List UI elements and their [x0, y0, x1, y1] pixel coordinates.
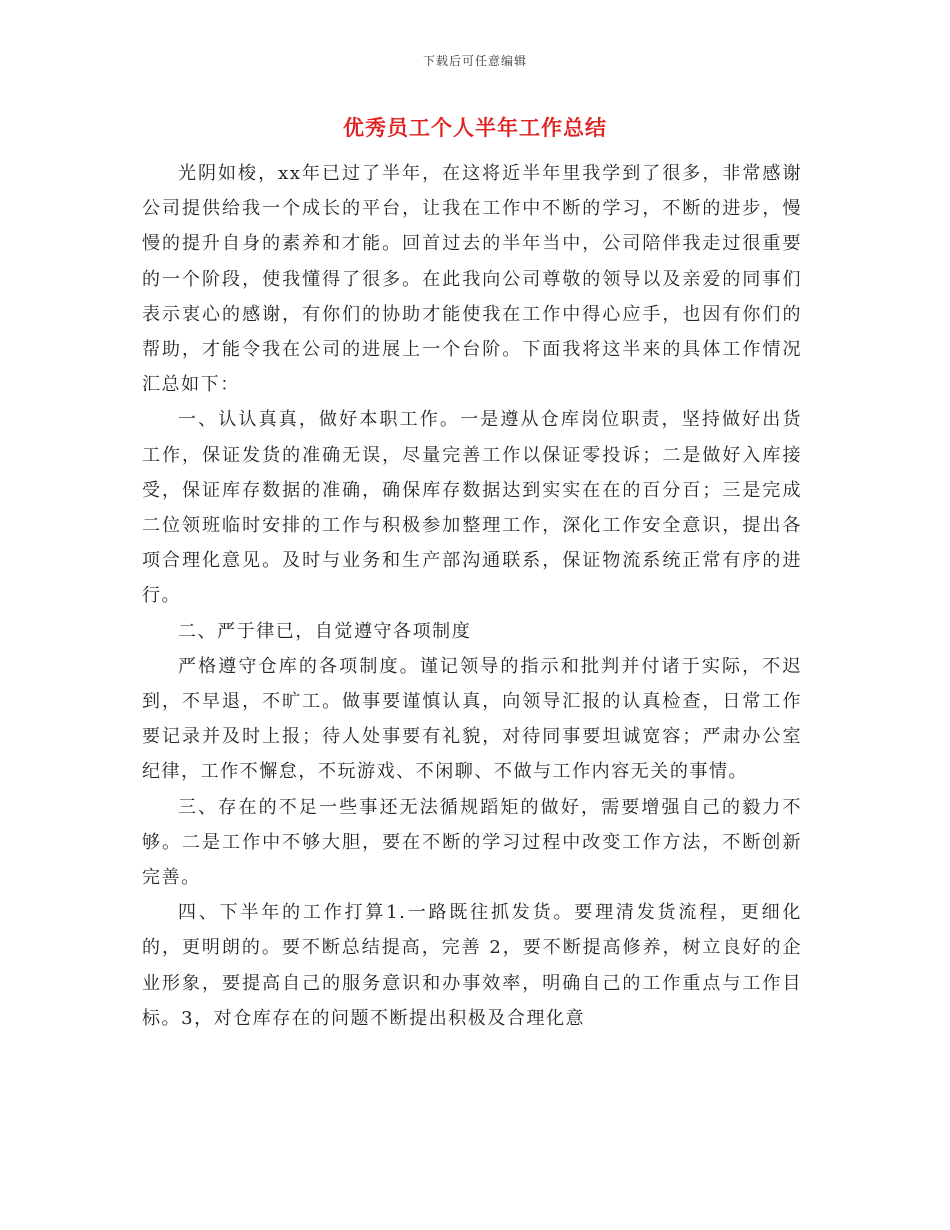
- header-note: 下载后可任意编辑: [422, 54, 527, 68]
- paragraph-section-2-body: 严格遵守仓库的各项制度。谨记领导的指示和批判并付诸于实际，不迟到，不早退，不旷工。做事要谨慎认真，向领导汇报的认真检查，日常工作要记录并及时上报；待人处事要有礼貌，对待同事要坦诚宽容；严肃办公室纪律，工作不懈怠，不玩游戏、不闲聊、不做与工作内容无关的事情。: [142, 655, 802, 783]
- paragraph-section-3: 三、存在的不足一些事还无法循规蹈矩的做好，需要增强自己的毅力不够。二是工作中不够大胆，要在不断的学习过程中改变工作方法，不断创新完善。: [142, 796, 802, 889]
- document-body: [142, 156, 802, 1036]
- paragraph-intro: 光阴如梭，xx年已过了半年，在这将近半年里我学到了很多，非常感谢公司提供给我一个成长的平台，让我在工作中不断的学习，不断的进步，慢慢的提升自身的素养和才能。回首过去的半年当中，公司陪伴我走过很重要的一个阶段，使我懂得了很多。在此我向公司尊敬的领导以及亲爱的同事们表示衷心的感谢，有你们的协助才能使我在工作中得心应手，也因有你们的帮助，才能令我在公司的进展上一个台阶。下面我将这半来的具体工作情况汇总如下：: [142, 163, 802, 396]
- document-title: 优秀员工个人半年工作总结: [343, 115, 607, 140]
- paragraph-section-4: 四、下半年的工作打算1.一路既往抓发货。要理清发货流程，更细化的，更明朗的。要不断总结提高，完善 2，要不断提高修养，树立良好的企业形象，要提高自己的服务意识和办事效率，明确自己的工作重点与工作目标。3，对仓库存在的问题不断提出积极及合理化意: [142, 902, 802, 1029]
- paragraph-section-1: 一、认认真真，做好本职工作。一是遵从仓库岗位职责，坚持做好出货工作，保证发货的准确无误，尽量完善工作以保证零投诉；二是做好入库接受，保证库存数据的准确，确保库存数据达到实实在在的百分百；三是完成二位领班临时安排的工作与积极参加整理工作，深化工作安全意识，提出各项合理化意见。及时与业务和生产部沟通联系，保证物流系统正常有序的进行。: [142, 409, 802, 607]
- paragraph-section-2-heading: 二、严于律已，自觉遵守各项制度: [178, 620, 472, 642]
